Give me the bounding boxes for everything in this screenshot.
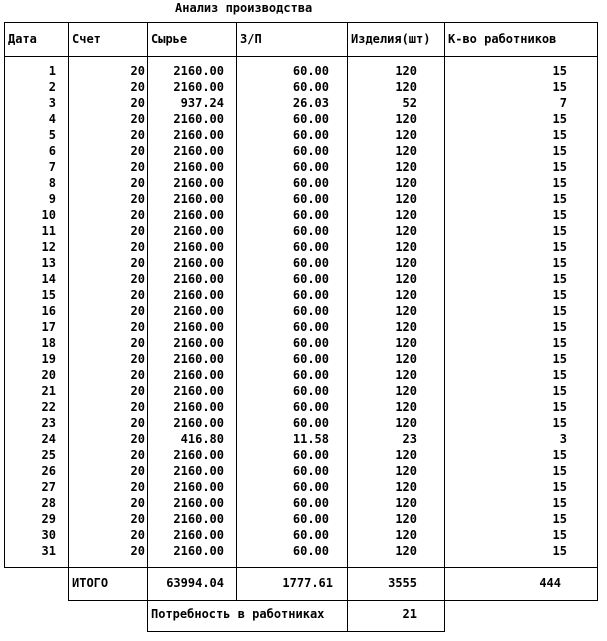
table-cell: 20 [130, 256, 145, 270]
table-cell: 15 [552, 480, 567, 494]
table-cell: 2160.00 [173, 64, 224, 78]
column-divider [597, 22, 598, 568]
table-cell: 120 [395, 384, 417, 398]
table-cell: 2160.00 [173, 336, 224, 350]
table-cell: 120 [395, 288, 417, 302]
table-cell: 15 [552, 448, 567, 462]
table-cell: 2160.00 [173, 224, 224, 238]
table-cell: 120 [395, 240, 417, 254]
table-cell: 20 [130, 288, 145, 302]
table-cell: 20 [130, 368, 145, 382]
table-cell: 20 [130, 176, 145, 190]
table-cell: 60.00 [292, 80, 329, 94]
totals-items: 3555 [388, 576, 417, 590]
table-cell: 15 [552, 416, 567, 430]
table-cell: 15 [552, 176, 567, 190]
table-cell: 15 [552, 304, 567, 318]
table-cell: 23 [402, 432, 417, 446]
column-header: Дата [8, 32, 37, 46]
table-cell: 11.58 [292, 432, 329, 446]
table-cell: 120 [395, 144, 417, 158]
table-cell: 15 [552, 160, 567, 174]
need-divider [147, 600, 148, 632]
table-cell: 20 [130, 512, 145, 526]
table-cell: 18 [41, 336, 56, 350]
table-cell: 2160.00 [173, 80, 224, 94]
header-top-border [4, 22, 598, 23]
table-cell: 20 [130, 160, 145, 174]
need-label: Потребность в работниках [151, 607, 325, 621]
table-cell: 15 [552, 80, 567, 94]
table-cell: 2160.00 [173, 320, 224, 334]
table-cell: 120 [395, 480, 417, 494]
table-cell: 60.00 [292, 464, 329, 478]
table-cell: 3 [48, 96, 56, 110]
table-cell: 60.00 [292, 144, 329, 158]
table-cell: 15 [552, 528, 567, 542]
table-cell: 120 [395, 496, 417, 510]
table-cell: 16 [41, 304, 56, 318]
table-cell: 15 [552, 544, 567, 558]
table-cell: 60.00 [292, 528, 329, 542]
table-cell: 20 [130, 432, 145, 446]
table-cell: 60.00 [292, 64, 329, 78]
totals-divider [68, 567, 69, 601]
table-cell: 416.80 [180, 432, 224, 446]
table-cell: 120 [395, 160, 417, 174]
table-cell: 8 [48, 176, 56, 190]
table-cell: 11 [41, 224, 56, 238]
table-cell: 15 [552, 512, 567, 526]
table-cell: 60.00 [292, 416, 329, 430]
table-cell: 15 [41, 288, 56, 302]
table-cell: 2160.00 [173, 384, 224, 398]
table-cell: 2160.00 [173, 368, 224, 382]
table-cell: 2160.00 [173, 400, 224, 414]
table-cell: 26.03 [292, 96, 329, 110]
table-cell: 15 [552, 64, 567, 78]
table-cell: 60.00 [292, 480, 329, 494]
table-cell: 2160.00 [173, 288, 224, 302]
table-cell: 120 [395, 256, 417, 270]
column-header: Счет [72, 32, 101, 46]
table-cell: 1 [48, 64, 56, 78]
table-cell: 2160.00 [173, 528, 224, 542]
table-cell: 15 [552, 192, 567, 206]
table-cell: 2160.00 [173, 464, 224, 478]
table-cell: 120 [395, 320, 417, 334]
table-cell: 120 [395, 128, 417, 142]
table-cell: 15 [552, 384, 567, 398]
table-cell: 3 [559, 432, 567, 446]
table-cell: 20 [130, 496, 145, 510]
report-title: Анализ производства [175, 1, 313, 15]
table-cell: 120 [395, 336, 417, 350]
table-cell: 15 [552, 400, 567, 414]
table-cell: 60.00 [292, 240, 329, 254]
table-cell: 120 [395, 224, 417, 238]
table-cell: 26 [41, 464, 56, 478]
table-cell: 20 [130, 272, 145, 286]
table-cell: 31 [41, 544, 56, 558]
table-cell: 60.00 [292, 128, 329, 142]
table-cell: 15 [552, 208, 567, 222]
table-cell: 20 [130, 464, 145, 478]
column-header: З/П [240, 32, 262, 46]
table-cell: 60.00 [292, 224, 329, 238]
table-cell: 23 [41, 416, 56, 430]
table-cell: 9 [48, 192, 56, 206]
column-divider [444, 22, 445, 568]
table-cell: 60.00 [292, 384, 329, 398]
table-cell: 120 [395, 64, 417, 78]
table-cell: 120 [395, 192, 417, 206]
table-cell: 15 [552, 256, 567, 270]
table-cell: 2160.00 [173, 144, 224, 158]
table-cell: 120 [395, 304, 417, 318]
table-cell: 17 [41, 320, 56, 334]
table-cell: 24 [41, 432, 56, 446]
table-cell: 15 [552, 240, 567, 254]
table-cell: 60.00 [292, 496, 329, 510]
table-cell: 28 [41, 496, 56, 510]
table-cell: 13 [41, 256, 56, 270]
table-cell: 2160.00 [173, 192, 224, 206]
table-cell: 15 [552, 496, 567, 510]
need-bottom-border [147, 631, 445, 632]
table-cell: 60.00 [292, 336, 329, 350]
table-cell: 60.00 [292, 256, 329, 270]
table-cell: 20 [41, 368, 56, 382]
table-cell: 15 [552, 224, 567, 238]
table-cell: 20 [130, 336, 145, 350]
table-cell: 60.00 [292, 272, 329, 286]
table-cell: 14 [41, 272, 56, 286]
table-cell: 15 [552, 288, 567, 302]
table-cell: 120 [395, 528, 417, 542]
body-bottom-border [4, 567, 598, 568]
table-cell: 4 [48, 112, 56, 126]
totals-divider [444, 567, 445, 601]
table-cell: 60.00 [292, 208, 329, 222]
table-cell: 120 [395, 448, 417, 462]
table-cell: 60.00 [292, 368, 329, 382]
table-cell: 20 [130, 544, 145, 558]
table-cell: 60.00 [292, 176, 329, 190]
totals-divider [597, 567, 598, 601]
table-cell: 2160.00 [173, 352, 224, 366]
table-cell: 20 [130, 208, 145, 222]
table-cell: 60.00 [292, 112, 329, 126]
table-cell: 120 [395, 400, 417, 414]
table-cell: 2160.00 [173, 208, 224, 222]
table-cell: 120 [395, 208, 417, 222]
table-cell: 20 [130, 384, 145, 398]
table-cell: 60.00 [292, 304, 329, 318]
totals-label: ИТОГО [72, 576, 109, 590]
table-cell: 60.00 [292, 160, 329, 174]
table-cell: 20 [130, 400, 145, 414]
table-cell: 15 [552, 336, 567, 350]
totals-raw: 63994.04 [166, 576, 224, 590]
table-cell: 120 [395, 80, 417, 94]
table-cell: 120 [395, 272, 417, 286]
table-cell: 20 [130, 240, 145, 254]
table-cell: 2160.00 [173, 448, 224, 462]
table-cell: 6 [48, 144, 56, 158]
table-cell: 15 [552, 464, 567, 478]
table-cell: 5 [48, 128, 56, 142]
header-bottom-border [4, 56, 598, 57]
table-cell: 120 [395, 368, 417, 382]
table-cell: 20 [130, 112, 145, 126]
table-cell: 2160.00 [173, 160, 224, 174]
table-cell: 15 [552, 368, 567, 382]
totals-workers: 444 [539, 576, 561, 590]
table-cell: 120 [395, 464, 417, 478]
table-cell: 20 [130, 352, 145, 366]
table-cell: 2160.00 [173, 512, 224, 526]
table-cell: 2160.00 [173, 496, 224, 510]
table-cell: 2160.00 [173, 256, 224, 270]
table-cell: 120 [395, 176, 417, 190]
table-cell: 120 [395, 416, 417, 430]
table-cell: 15 [552, 272, 567, 286]
table-cell: 2160.00 [173, 272, 224, 286]
table-cell: 20 [130, 128, 145, 142]
table-cell: 2160.00 [173, 112, 224, 126]
table-cell: 120 [395, 112, 417, 126]
table-cell: 2 [48, 80, 56, 94]
table-cell: 20 [130, 80, 145, 94]
table-cell: 60.00 [292, 512, 329, 526]
table-cell: 60.00 [292, 448, 329, 462]
table-cell: 20 [130, 64, 145, 78]
table-cell: 120 [395, 352, 417, 366]
table-cell: 20 [130, 528, 145, 542]
table-cell: 2160.00 [173, 240, 224, 254]
column-header: К-во работников [448, 32, 557, 46]
table-cell: 20 [130, 144, 145, 158]
table-cell: 30 [41, 528, 56, 542]
table-cell: 52 [402, 96, 417, 110]
column-header: Изделия(шт) [351, 32, 431, 46]
table-cell: 2160.00 [173, 544, 224, 558]
table-cell: 60.00 [292, 192, 329, 206]
table-cell: 60.00 [292, 400, 329, 414]
table-cell: 27 [41, 480, 56, 494]
table-cell: 7 [559, 96, 567, 110]
table-cell: 60.00 [292, 352, 329, 366]
table-cell: 20 [130, 480, 145, 494]
table-cell: 60.00 [292, 544, 329, 558]
table-cell: 15 [552, 320, 567, 334]
totals-salary: 1777.61 [282, 576, 333, 590]
table-cell: 2160.00 [173, 480, 224, 494]
table-cell: 120 [395, 544, 417, 558]
table-cell: 20 [130, 304, 145, 318]
table-cell: 21 [41, 384, 56, 398]
table-cell: 20 [130, 96, 145, 110]
table-cell: 60.00 [292, 288, 329, 302]
table-cell: 29 [41, 512, 56, 526]
table-cell: 15 [552, 128, 567, 142]
table-cell: 20 [130, 224, 145, 238]
table-cell: 7 [48, 160, 56, 174]
table-cell: 25 [41, 448, 56, 462]
table-cell: 15 [552, 112, 567, 126]
table-cell: 2160.00 [173, 176, 224, 190]
table-cell: 20 [130, 416, 145, 430]
table-cell: 10 [41, 208, 56, 222]
table-cell: 2160.00 [173, 416, 224, 430]
table-cell: 20 [130, 448, 145, 462]
table-cell: 60.00 [292, 320, 329, 334]
table-cell: 15 [552, 144, 567, 158]
table-cell: 15 [552, 352, 567, 366]
table-cell: 937.24 [180, 96, 224, 110]
table-cell: 20 [130, 192, 145, 206]
table-cell: 20 [130, 320, 145, 334]
table-cell: 19 [41, 352, 56, 366]
table-cell: 2160.00 [173, 304, 224, 318]
table-cell: 12 [41, 240, 56, 254]
table-cell: 2160.00 [173, 128, 224, 142]
table-cell: 120 [395, 512, 417, 526]
table-cell: 22 [41, 400, 56, 414]
column-header: Сырье [151, 32, 188, 46]
need-value: 21 [402, 607, 417, 621]
need-divider [444, 600, 445, 632]
